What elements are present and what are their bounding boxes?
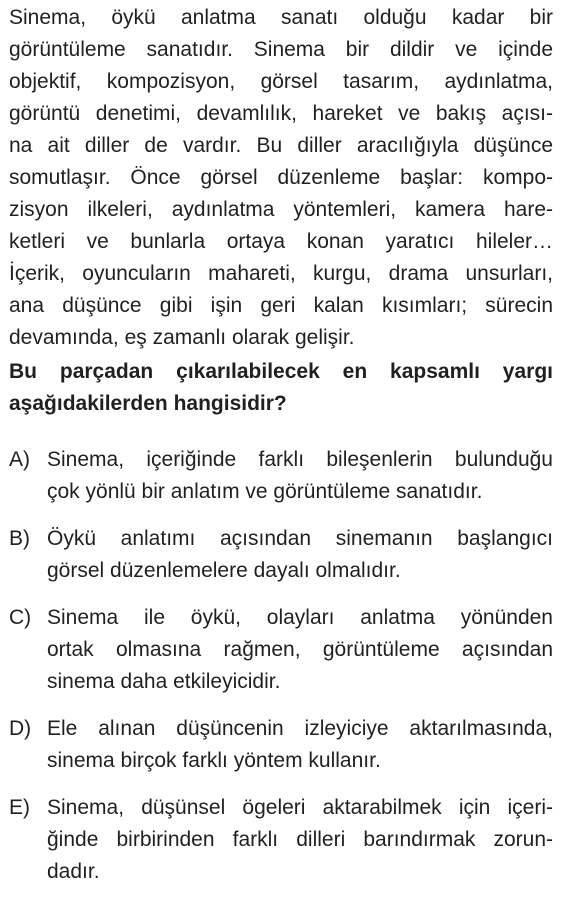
option-letter: C) — [9, 606, 32, 629]
passage-line: görüntü denetimi, devamlılık, hareket ve bakış açısı- — [9, 102, 553, 125]
passage-line: zisyon ilkeleri, aydınlatma yöntemleri, kamera hare- — [9, 198, 553, 221]
option-e[interactable] — [9, 792, 553, 888]
question-line: aşağıdakilerden hangisidir? — [9, 392, 287, 415]
option-text-line: ortak olmasına rağmen, görüntüleme açısından — [47, 638, 553, 661]
passage-line: objektif, kompozisyon, görsel tasarım, aydınlatma, — [9, 70, 553, 93]
question-stem — [9, 356, 553, 420]
option-letter: B) — [9, 527, 30, 550]
option-text-line: ğinde birbirinden farklı dilleri barındırmak zorun- — [47, 828, 553, 851]
passage-line: ketleri ve bunlarla ortaya konan yaratıcı hileler… — [9, 230, 553, 253]
option-text-line: çok yönlü bir anlatım ve görüntüleme sanatıdır. — [47, 480, 483, 503]
option-text-line: sinema birçok farklı yöntem kullanır. — [47, 749, 381, 772]
option-text-line: dadır. — [47, 860, 100, 883]
option-b[interactable] — [9, 523, 553, 587]
option-c[interactable] — [9, 602, 553, 698]
option-text-line: Sinema, içeriğinde farklı bileşenlerin bulunduğu — [47, 448, 553, 471]
passage-line: na ait diller de vardır. Bu diller aracılığıyla düşünce — [9, 134, 553, 157]
option-letter: A) — [9, 448, 30, 471]
option-text-line: Sinema ile öykü, olayları anlatma yönünden — [47, 606, 553, 629]
option-text-line: Sinema, düşünsel ögeleri aktarabilmek için içeri- — [47, 796, 553, 819]
option-a[interactable] — [9, 444, 553, 508]
option-letter: D) — [9, 717, 32, 740]
option-text-line: Öykü anlatımı açısından sinemanın başlangıcı — [47, 527, 553, 550]
option-letter: E) — [9, 796, 30, 819]
passage-line: devamında, eş zamanlı olarak gelişir. — [9, 326, 355, 349]
passage-line: görüntüleme sanatıdır. Sinema bir dildir ve içinde — [9, 38, 553, 61]
option-d[interactable] — [9, 713, 553, 777]
option-text-line: görsel düzenlemelere dayalı olmalıdır. — [47, 559, 401, 582]
passage-line: İçerik, oyuncuların mahareti, kurgu, drama unsurları, — [9, 262, 553, 285]
answer-options — [9, 444, 553, 888]
passage-line: somutlaşır. Önce görsel düzenleme başlar: kompo- — [9, 166, 553, 189]
passage-line: Sinema, öykü anlatma sanatı olduğu kadar bir — [9, 6, 553, 29]
option-text-line: Ele alınan düşüncenin izleyiciye aktarılmasında, — [47, 717, 553, 740]
passage-line: ana düşünce gibi işin geri kalan kısımları; sürecin — [9, 294, 553, 317]
question-line: Bu parçadan çıkarılabilecek en kapsamlı yargı — [9, 360, 553, 383]
option-text-line: sinema daha etkileyicidir. — [47, 670, 281, 693]
passage-paragraph — [9, 2, 553, 354]
